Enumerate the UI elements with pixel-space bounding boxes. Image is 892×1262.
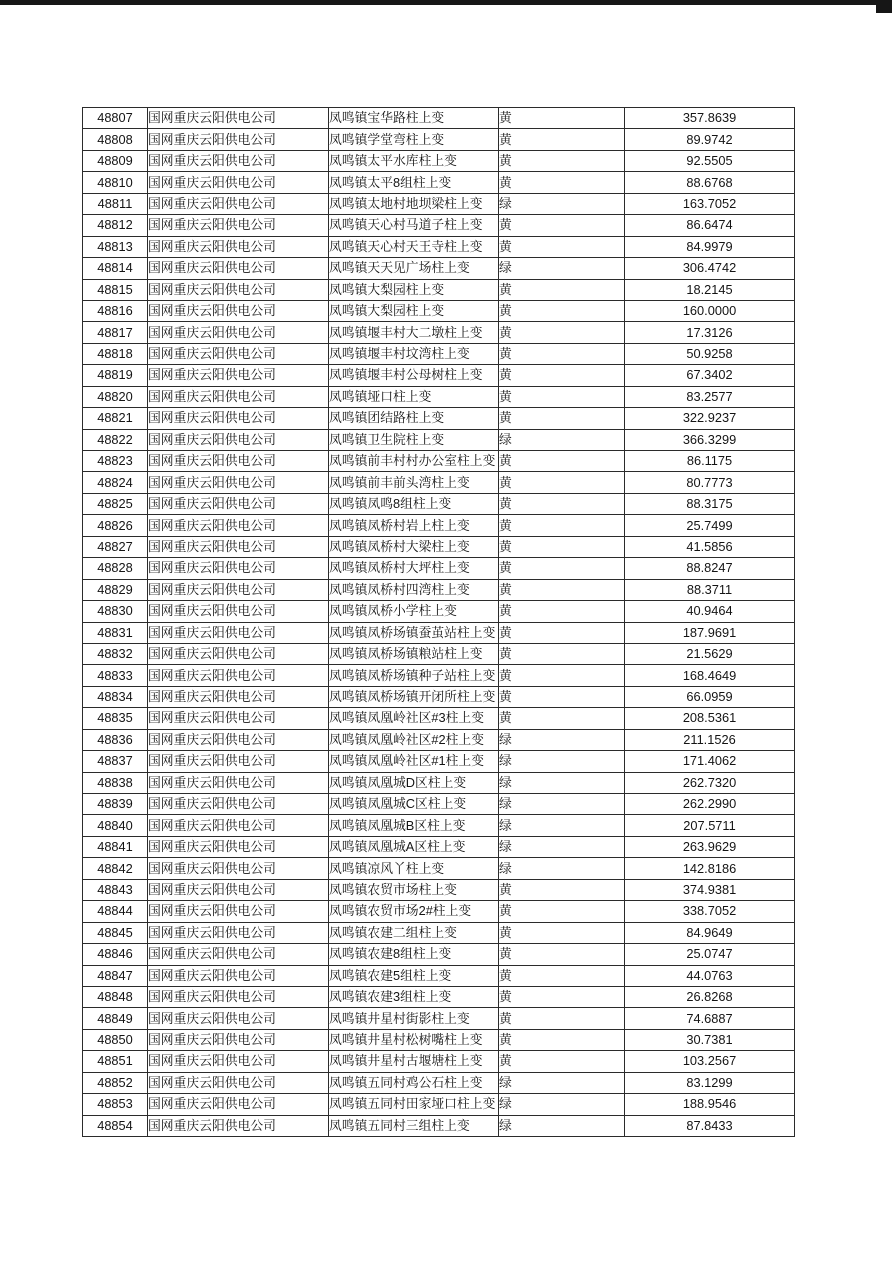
- transformer-name-cell: 凤鸣镇前丰前头湾柱上变: [329, 472, 499, 493]
- value-cell: 67.3402: [625, 365, 795, 386]
- status-cell: 黄: [499, 108, 625, 129]
- value-cell: 21.5629: [625, 643, 795, 664]
- status-cell: 黄: [499, 558, 625, 579]
- value-cell: 87.8433: [625, 1115, 795, 1136]
- company-cell: 国网重庆云阳供电公司: [148, 172, 329, 193]
- status-cell: 黄: [499, 1051, 625, 1072]
- transformer-name-cell: 凤鸣镇凤桥场镇开闭所柱上变: [329, 686, 499, 707]
- transformer-name-cell: 凤鸣镇五同村三组柱上变: [329, 1115, 499, 1136]
- transformer-name-cell: 凤鸣镇堰丰村大二墩柱上变: [329, 322, 499, 343]
- table-row: [83, 429, 795, 450]
- table-row: [83, 172, 795, 193]
- transformer-name-cell: 凤鸣镇农贸市场柱上变: [329, 879, 499, 900]
- row-id-cell: 48812: [83, 215, 148, 236]
- status-cell: 绿: [499, 751, 625, 772]
- table-row: [83, 215, 795, 236]
- table-row: [83, 815, 795, 836]
- table-row: [83, 922, 795, 943]
- table-row: [83, 643, 795, 664]
- status-cell: 绿: [499, 1115, 625, 1136]
- transformer-name-cell: 凤鸣镇农建8组柱上变: [329, 944, 499, 965]
- transformer-name-cell: 凤鸣镇团结路柱上变: [329, 408, 499, 429]
- status-cell: 黄: [499, 622, 625, 643]
- transformer-table-body: [83, 108, 795, 1137]
- company-cell: 国网重庆云阳供电公司: [148, 343, 329, 364]
- status-cell: 绿: [499, 729, 625, 750]
- value-cell: 83.2577: [625, 386, 795, 407]
- company-cell: 国网重庆云阳供电公司: [148, 193, 329, 214]
- transformer-name-cell: 凤鸣镇农建5组柱上变: [329, 965, 499, 986]
- company-cell: 国网重庆云阳供电公司: [148, 236, 329, 257]
- table-row: [83, 836, 795, 857]
- row-id-cell: 48854: [83, 1115, 148, 1136]
- status-cell: 黄: [499, 279, 625, 300]
- table-row: [83, 365, 795, 386]
- status-cell: 黄: [499, 708, 625, 729]
- status-cell: 绿: [499, 193, 625, 214]
- transformer-name-cell: 凤鸣镇凤凰岭社区#1柱上变: [329, 751, 499, 772]
- row-id-cell: 48841: [83, 836, 148, 857]
- transformer-name-cell: 凤鸣镇大梨园柱上变: [329, 279, 499, 300]
- row-id-cell: 48826: [83, 515, 148, 536]
- table-row: [83, 986, 795, 1007]
- table-row: [83, 579, 795, 600]
- status-cell: 绿: [499, 772, 625, 793]
- status-cell: 绿: [499, 1072, 625, 1093]
- status-cell: 绿: [499, 258, 625, 279]
- transformer-name-cell: 凤鸣镇凤桥场镇粮站柱上变: [329, 643, 499, 664]
- value-cell: 18.2145: [625, 279, 795, 300]
- value-cell: 262.7320: [625, 772, 795, 793]
- scan-edge-corner: [876, 0, 892, 13]
- status-cell: 绿: [499, 1094, 625, 1115]
- row-id-cell: 48843: [83, 879, 148, 900]
- table-row: [83, 794, 795, 815]
- row-id-cell: 48820: [83, 386, 148, 407]
- status-cell: 黄: [499, 643, 625, 664]
- company-cell: 国网重庆云阳供电公司: [148, 836, 329, 857]
- status-cell: 黄: [499, 686, 625, 707]
- company-cell: 国网重庆云阳供电公司: [148, 493, 329, 514]
- company-cell: 国网重庆云阳供电公司: [148, 386, 329, 407]
- row-id-cell: 48807: [83, 108, 148, 129]
- transformer-name-cell: 凤鸣镇凤鸣8组柱上变: [329, 493, 499, 514]
- row-id-cell: 48836: [83, 729, 148, 750]
- value-cell: 84.9979: [625, 236, 795, 257]
- row-id-cell: 48810: [83, 172, 148, 193]
- company-cell: 国网重庆云阳供电公司: [148, 1029, 329, 1050]
- company-cell: 国网重庆云阳供电公司: [148, 1115, 329, 1136]
- table-row: [83, 515, 795, 536]
- status-cell: 黄: [499, 515, 625, 536]
- value-cell: 262.2990: [625, 794, 795, 815]
- company-cell: 国网重庆云阳供电公司: [148, 536, 329, 557]
- transformer-name-cell: 凤鸣镇学堂弯柱上变: [329, 129, 499, 150]
- company-cell: 国网重庆云阳供电公司: [148, 429, 329, 450]
- status-cell: 黄: [499, 343, 625, 364]
- company-cell: 国网重庆云阳供电公司: [148, 922, 329, 943]
- status-cell: 黄: [499, 150, 625, 171]
- company-cell: 国网重庆云阳供电公司: [148, 451, 329, 472]
- value-cell: 88.3175: [625, 493, 795, 514]
- table-row: [83, 108, 795, 129]
- status-cell: 黄: [499, 1008, 625, 1029]
- table-row: [83, 686, 795, 707]
- row-id-cell: 48830: [83, 601, 148, 622]
- transformer-name-cell: 凤鸣镇五同村田家垭口柱上变: [329, 1094, 499, 1115]
- status-cell: 黄: [499, 300, 625, 321]
- table-row: [83, 944, 795, 965]
- company-cell: 国网重庆云阳供电公司: [148, 215, 329, 236]
- status-cell: 黄: [499, 1029, 625, 1050]
- table-row: [83, 558, 795, 579]
- row-id-cell: 48813: [83, 236, 148, 257]
- table-row: [83, 708, 795, 729]
- row-id-cell: 48823: [83, 451, 148, 472]
- value-cell: 88.8247: [625, 558, 795, 579]
- row-id-cell: 48827: [83, 536, 148, 557]
- table-row: [83, 772, 795, 793]
- company-cell: 国网重庆云阳供电公司: [148, 686, 329, 707]
- value-cell: 86.1175: [625, 451, 795, 472]
- company-cell: 国网重庆云阳供电公司: [148, 579, 329, 600]
- status-cell: 黄: [499, 601, 625, 622]
- company-cell: 国网重庆云阳供电公司: [148, 150, 329, 171]
- table-row: [83, 601, 795, 622]
- value-cell: 88.6768: [625, 172, 795, 193]
- table-row: [83, 729, 795, 750]
- company-cell: 国网重庆云阳供电公司: [148, 815, 329, 836]
- row-id-cell: 48825: [83, 493, 148, 514]
- table-row: [83, 386, 795, 407]
- company-cell: 国网重庆云阳供电公司: [148, 1072, 329, 1093]
- company-cell: 国网重庆云阳供电公司: [148, 258, 329, 279]
- value-cell: 86.6474: [625, 215, 795, 236]
- value-cell: 374.9381: [625, 879, 795, 900]
- status-cell: 黄: [499, 129, 625, 150]
- company-cell: 国网重庆云阳供电公司: [148, 279, 329, 300]
- status-cell: 黄: [499, 922, 625, 943]
- row-id-cell: 48848: [83, 986, 148, 1007]
- transformer-name-cell: 凤鸣镇凤凰城B区柱上变: [329, 815, 499, 836]
- transformer-name-cell: 凤鸣镇凉风丫柱上变: [329, 858, 499, 879]
- company-cell: 国网重庆云阳供电公司: [148, 622, 329, 643]
- scan-edge-top: [0, 0, 892, 5]
- table-row: [83, 1094, 795, 1115]
- row-id-cell: 48851: [83, 1051, 148, 1072]
- transformer-name-cell: 凤鸣镇井星村松树嘴柱上变: [329, 1029, 499, 1050]
- value-cell: 25.0747: [625, 944, 795, 965]
- transformer-name-cell: 凤鸣镇天天见广场柱上变: [329, 258, 499, 279]
- row-id-cell: 48821: [83, 408, 148, 429]
- transformer-name-cell: 凤鸣镇太平水库柱上变: [329, 150, 499, 171]
- transformer-name-cell: 凤鸣镇太地村地坝梁柱上变: [329, 193, 499, 214]
- company-cell: 国网重庆云阳供电公司: [148, 708, 329, 729]
- row-id-cell: 48815: [83, 279, 148, 300]
- status-cell: 黄: [499, 408, 625, 429]
- status-cell: 黄: [499, 901, 625, 922]
- row-id-cell: 48838: [83, 772, 148, 793]
- company-cell: 国网重庆云阳供电公司: [148, 1008, 329, 1029]
- row-id-cell: 48829: [83, 579, 148, 600]
- transformer-name-cell: 凤鸣镇凤凰岭社区#2柱上变: [329, 729, 499, 750]
- value-cell: 50.9258: [625, 343, 795, 364]
- company-cell: 国网重庆云阳供电公司: [148, 300, 329, 321]
- value-cell: 80.7773: [625, 472, 795, 493]
- status-cell: 绿: [499, 815, 625, 836]
- value-cell: 40.9464: [625, 601, 795, 622]
- company-cell: 国网重庆云阳供电公司: [148, 408, 329, 429]
- company-cell: 国网重庆云阳供电公司: [148, 751, 329, 772]
- row-id-cell: 48842: [83, 858, 148, 879]
- transformer-name-cell: 凤鸣镇凤桥场镇蚕茧站柱上变: [329, 622, 499, 643]
- row-id-cell: 48835: [83, 708, 148, 729]
- table-row: [83, 751, 795, 772]
- company-cell: 国网重庆云阳供电公司: [148, 1094, 329, 1115]
- company-cell: 国网重庆云阳供电公司: [148, 879, 329, 900]
- status-cell: 黄: [499, 472, 625, 493]
- value-cell: 207.5711: [625, 815, 795, 836]
- value-cell: 41.5856: [625, 536, 795, 557]
- row-id-cell: 48833: [83, 665, 148, 686]
- row-id-cell: 48849: [83, 1008, 148, 1029]
- status-cell: 黄: [499, 965, 625, 986]
- company-cell: 国网重庆云阳供电公司: [148, 365, 329, 386]
- company-cell: 国网重庆云阳供电公司: [148, 772, 329, 793]
- row-id-cell: 48834: [83, 686, 148, 707]
- transformer-name-cell: 凤鸣镇农贸市场2#柱上变: [329, 901, 499, 922]
- transformer-name-cell: 凤鸣镇凤桥村四湾柱上变: [329, 579, 499, 600]
- table-row: [83, 258, 795, 279]
- value-cell: 66.0959: [625, 686, 795, 707]
- row-id-cell: 48852: [83, 1072, 148, 1093]
- value-cell: 84.9649: [625, 922, 795, 943]
- table-row: [83, 665, 795, 686]
- table-row: [83, 451, 795, 472]
- transformer-name-cell: 凤鸣镇农建二组柱上变: [329, 922, 499, 943]
- transformer-name-cell: 凤鸣镇五同村鸡公石柱上变: [329, 1072, 499, 1093]
- value-cell: 187.9691: [625, 622, 795, 643]
- value-cell: 171.4062: [625, 751, 795, 772]
- status-cell: 黄: [499, 579, 625, 600]
- table-row: [83, 622, 795, 643]
- company-cell: 国网重庆云阳供电公司: [148, 108, 329, 129]
- status-cell: 黄: [499, 986, 625, 1007]
- value-cell: 74.6887: [625, 1008, 795, 1029]
- status-cell: 黄: [499, 365, 625, 386]
- value-cell: 92.5505: [625, 150, 795, 171]
- transformer-name-cell: 凤鸣镇天心村马道子柱上变: [329, 215, 499, 236]
- transformer-name-cell: 凤鸣镇井星村街影柱上变: [329, 1008, 499, 1029]
- status-cell: 黄: [499, 322, 625, 343]
- value-cell: 103.2567: [625, 1051, 795, 1072]
- row-id-cell: 48831: [83, 622, 148, 643]
- transformer-name-cell: 凤鸣镇农建3组柱上变: [329, 986, 499, 1007]
- row-id-cell: 48839: [83, 794, 148, 815]
- row-id-cell: 48847: [83, 965, 148, 986]
- company-cell: 国网重庆云阳供电公司: [148, 858, 329, 879]
- company-cell: 国网重庆云阳供电公司: [148, 901, 329, 922]
- company-cell: 国网重庆云阳供电公司: [148, 986, 329, 1007]
- status-cell: 黄: [499, 215, 625, 236]
- status-cell: 黄: [499, 172, 625, 193]
- table-row: [83, 536, 795, 557]
- transformer-name-cell: 凤鸣镇堰丰村公母树柱上变: [329, 365, 499, 386]
- table-row: [83, 193, 795, 214]
- row-id-cell: 48816: [83, 300, 148, 321]
- table-row: [83, 965, 795, 986]
- status-cell: 黄: [499, 493, 625, 514]
- company-cell: 国网重庆云阳供电公司: [148, 129, 329, 150]
- value-cell: 17.3126: [625, 322, 795, 343]
- table-row: [83, 343, 795, 364]
- table-row: [83, 129, 795, 150]
- value-cell: 160.0000: [625, 300, 795, 321]
- transformer-name-cell: 凤鸣镇天心村天王寺柱上变: [329, 236, 499, 257]
- table-row: [83, 279, 795, 300]
- transformer-name-cell: 凤鸣镇凤凰岭社区#3柱上变: [329, 708, 499, 729]
- value-cell: 44.0763: [625, 965, 795, 986]
- value-cell: 25.7499: [625, 515, 795, 536]
- company-cell: 国网重庆云阳供电公司: [148, 1051, 329, 1072]
- row-id-cell: 48846: [83, 944, 148, 965]
- status-cell: 黄: [499, 451, 625, 472]
- value-cell: 83.1299: [625, 1072, 795, 1093]
- transformer-name-cell: 凤鸣镇太平8组柱上变: [329, 172, 499, 193]
- status-cell: 黄: [499, 236, 625, 257]
- value-cell: 168.4649: [625, 665, 795, 686]
- row-id-cell: 48819: [83, 365, 148, 386]
- table-row: [83, 408, 795, 429]
- table-row: [83, 858, 795, 879]
- value-cell: 208.5361: [625, 708, 795, 729]
- transformer-name-cell: 凤鸣镇凤桥小学柱上变: [329, 601, 499, 622]
- company-cell: 国网重庆云阳供电公司: [148, 665, 329, 686]
- status-cell: 绿: [499, 794, 625, 815]
- transformer-name-cell: 凤鸣镇卫生院柱上变: [329, 429, 499, 450]
- value-cell: 366.3299: [625, 429, 795, 450]
- transformer-name-cell: 凤鸣镇宝华路柱上变: [329, 108, 499, 129]
- value-cell: 322.9237: [625, 408, 795, 429]
- transformer-name-cell: 凤鸣镇凤桥场镇种子站柱上变: [329, 665, 499, 686]
- row-id-cell: 48828: [83, 558, 148, 579]
- value-cell: 26.8268: [625, 986, 795, 1007]
- company-cell: 国网重庆云阳供电公司: [148, 965, 329, 986]
- company-cell: 国网重庆云阳供电公司: [148, 322, 329, 343]
- value-cell: 338.7052: [625, 901, 795, 922]
- status-cell: 黄: [499, 879, 625, 900]
- row-id-cell: 48845: [83, 922, 148, 943]
- value-cell: 163.7052: [625, 193, 795, 214]
- transformer-name-cell: 凤鸣镇垭口柱上变: [329, 386, 499, 407]
- status-cell: 绿: [499, 858, 625, 879]
- table-row: [83, 1008, 795, 1029]
- value-cell: 142.8186: [625, 858, 795, 879]
- row-id-cell: 48814: [83, 258, 148, 279]
- table-row: [83, 901, 795, 922]
- row-id-cell: 48832: [83, 643, 148, 664]
- table-row: [83, 236, 795, 257]
- company-cell: 国网重庆云阳供电公司: [148, 643, 329, 664]
- company-cell: 国网重庆云阳供电公司: [148, 944, 329, 965]
- status-cell: 黄: [499, 944, 625, 965]
- value-cell: 30.7381: [625, 1029, 795, 1050]
- status-cell: 黄: [499, 536, 625, 557]
- transformer-name-cell: 凤鸣镇凤桥村大梁柱上变: [329, 536, 499, 557]
- company-cell: 国网重庆云阳供电公司: [148, 729, 329, 750]
- company-cell: 国网重庆云阳供电公司: [148, 558, 329, 579]
- table-row: [83, 879, 795, 900]
- value-cell: 211.1526: [625, 729, 795, 750]
- transformer-table: [82, 107, 795, 1137]
- value-cell: 306.4742: [625, 258, 795, 279]
- row-id-cell: 48853: [83, 1094, 148, 1115]
- company-cell: 国网重庆云阳供电公司: [148, 794, 329, 815]
- row-id-cell: 48808: [83, 129, 148, 150]
- row-id-cell: 48817: [83, 322, 148, 343]
- table-row: [83, 1029, 795, 1050]
- transformer-name-cell: 凤鸣镇凤桥村大坪柱上变: [329, 558, 499, 579]
- value-cell: 263.9629: [625, 836, 795, 857]
- status-cell: 黄: [499, 386, 625, 407]
- status-cell: 黄: [499, 665, 625, 686]
- table-row: [83, 1072, 795, 1093]
- value-cell: 357.8639: [625, 108, 795, 129]
- row-id-cell: 48822: [83, 429, 148, 450]
- value-cell: 188.9546: [625, 1094, 795, 1115]
- table-row: [83, 493, 795, 514]
- company-cell: 国网重庆云阳供电公司: [148, 515, 329, 536]
- table-row: [83, 1051, 795, 1072]
- company-cell: 国网重庆云阳供电公司: [148, 472, 329, 493]
- transformer-name-cell: 凤鸣镇凤凰城D区柱上变: [329, 772, 499, 793]
- transformer-name-cell: 凤鸣镇前丰村村办公室柱上变: [329, 451, 499, 472]
- row-id-cell: 48818: [83, 343, 148, 364]
- row-id-cell: 48837: [83, 751, 148, 772]
- table-row: [83, 472, 795, 493]
- transformer-name-cell: 凤鸣镇大梨园柱上变: [329, 300, 499, 321]
- value-cell: 89.9742: [625, 129, 795, 150]
- table-row: [83, 322, 795, 343]
- value-cell: 88.3711: [625, 579, 795, 600]
- transformer-name-cell: 凤鸣镇凤桥村岩上柱上变: [329, 515, 499, 536]
- row-id-cell: 48840: [83, 815, 148, 836]
- table-row: [83, 300, 795, 321]
- table-row: [83, 150, 795, 171]
- transformer-name-cell: 凤鸣镇井星村古堰塘柱上变: [329, 1051, 499, 1072]
- row-id-cell: 48809: [83, 150, 148, 171]
- transformer-name-cell: 凤鸣镇凤凰城C区柱上变: [329, 794, 499, 815]
- row-id-cell: 48824: [83, 472, 148, 493]
- table-row: [83, 1115, 795, 1136]
- transformer-name-cell: 凤鸣镇堰丰村坟湾柱上变: [329, 343, 499, 364]
- status-cell: 绿: [499, 429, 625, 450]
- transformer-name-cell: 凤鸣镇凤凰城A区柱上变: [329, 836, 499, 857]
- row-id-cell: 48844: [83, 901, 148, 922]
- status-cell: 绿: [499, 836, 625, 857]
- company-cell: 国网重庆云阳供电公司: [148, 601, 329, 622]
- row-id-cell: 48811: [83, 193, 148, 214]
- row-id-cell: 48850: [83, 1029, 148, 1050]
